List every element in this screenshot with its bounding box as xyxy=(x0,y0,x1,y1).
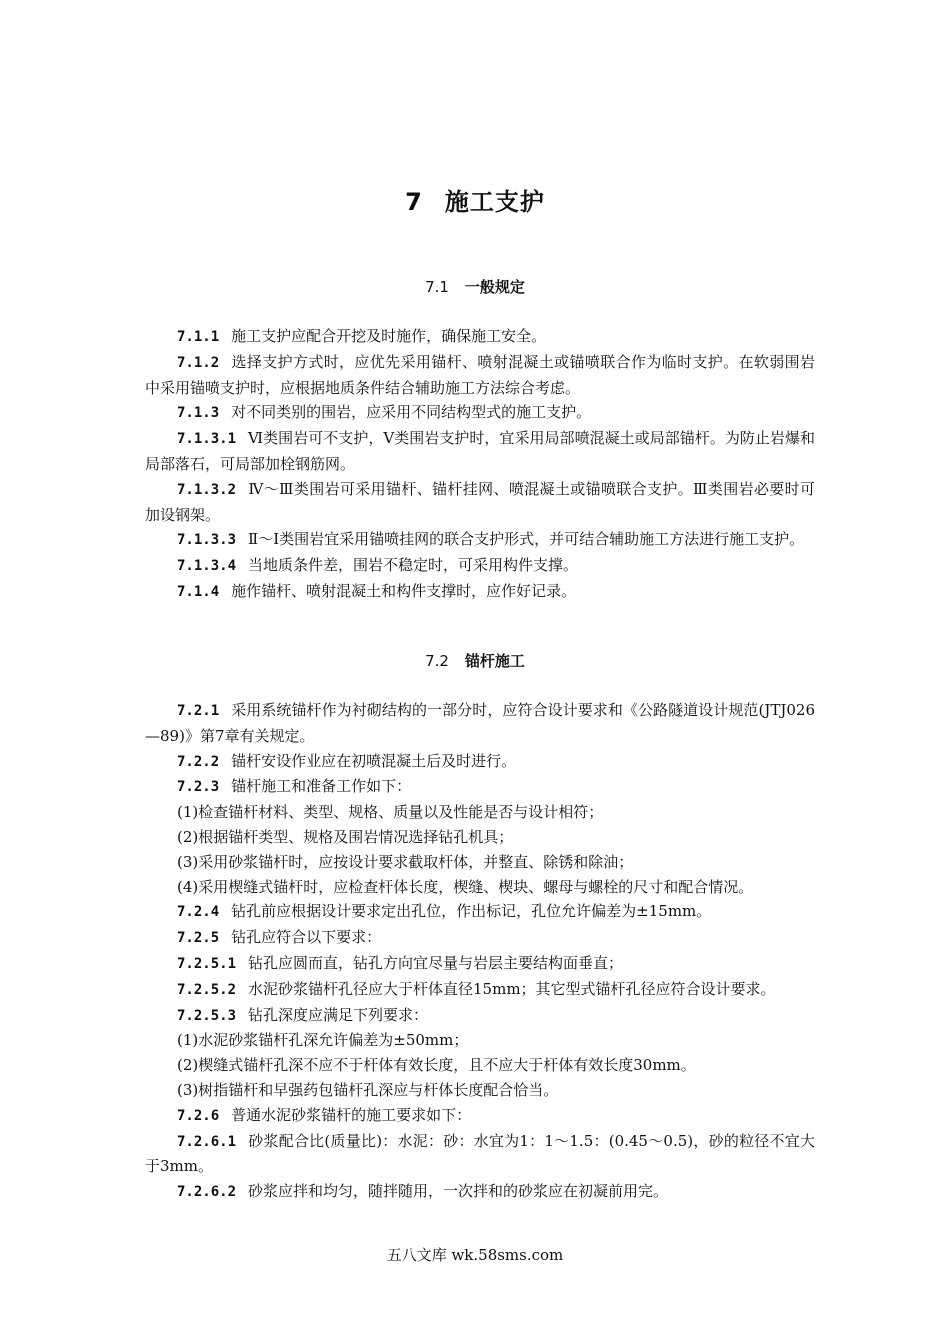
clause-paragraph xyxy=(145,951,815,977)
clause-paragraph xyxy=(145,749,815,775)
clause-paragraph xyxy=(145,977,815,1003)
section-heading-7-1 xyxy=(0,276,950,297)
clause-paragraph xyxy=(145,1129,815,1180)
list-item: (3)采用砂浆锚杆时，应按设计要求截取杆体，并整直、除锈和除油； xyxy=(177,852,634,871)
clause-text: 采用系统锚杆作为衬砌结构的一部分时，应符合设计要求和《公路隧道设计规范(JTJ026—89)》第7章有关规定。 xyxy=(145,701,815,745)
clause-text: 钻孔前应根据设计要求定出孔位，作出标记，孔位允许偏差为±15mm。 xyxy=(231,902,712,921)
clause-number: 7.2.6.1 xyxy=(177,1133,237,1150)
clause-number: 7.2.1 xyxy=(177,703,220,719)
clause-text: 钻孔应圆而直，钻孔方向宜尽量与岩层主要结构面垂直； xyxy=(248,953,624,972)
section-heading-7-2 xyxy=(0,650,950,671)
chapter-title-text: 施工支护 xyxy=(444,188,545,216)
clause-paragraph xyxy=(145,400,815,426)
clause-paragraph xyxy=(145,899,815,925)
clause-number: 7.2.5.2 xyxy=(177,981,237,998)
section-number: 7.1 xyxy=(425,278,449,296)
clause-paragraph xyxy=(145,1179,815,1205)
clause-text: 对不同类别的围岩，应采用不同结构型式的施工支护。 xyxy=(231,403,592,422)
clause-paragraph xyxy=(145,350,815,401)
clause-text: 当地质条件差，围岩不稳定时，可采用构件支撑。 xyxy=(248,556,579,575)
list-item: (2)根据锚杆类型、规格及围岩情况选择钻孔机具； xyxy=(177,827,514,846)
clause-paragraph xyxy=(145,1103,815,1129)
section-title: 锚杆施工 xyxy=(464,652,525,670)
page-footer-watermark: 五八文库 wk.58sms.com xyxy=(386,1246,564,1264)
clause-paragraph xyxy=(145,324,815,350)
list-item: (1)检查锚杆材料、类型、规格、质量以及性能是否与设计相符； xyxy=(177,803,604,822)
clause-text: 施作锚杆、喷射混凝土和构件支撑时，应作好记录。 xyxy=(231,581,577,600)
clause-number: 7.2.5.1 xyxy=(177,955,237,972)
clause-paragraph xyxy=(145,527,815,553)
chapter-number: 7 xyxy=(405,188,423,216)
clause-text: 砂浆应拌和均匀，随拌随用，一次拌和的砂浆应在初凝前用完。 xyxy=(248,1182,669,1201)
clause-text: 选择支护方式时，应优先采用锚杆、喷射混凝土或锚喷联合作为临时支护。在软弱围岩中采用锚喷支护时，应根据地质条件结合辅助施工方法综合考虑。 xyxy=(145,352,815,397)
clause-text: 普通水泥砂浆锚杆的施工要求如下： xyxy=(231,1105,472,1124)
section-7-1-body xyxy=(145,324,815,605)
clause-text: Ⅵ类围岩可不支护，Ⅴ类围岩支护时，宜采用局部喷混凝土或局部锚杆。为防止岩爆和局部落石，可局部加栓钢筋网。 xyxy=(145,429,815,473)
section-number: 7.2 xyxy=(425,652,449,670)
clause-number: 7.2.5.3 xyxy=(177,1007,237,1024)
clause-paragraph xyxy=(145,553,815,579)
clause-number: 7.1.3.2 xyxy=(177,481,237,498)
clause-number: 7.1.4 xyxy=(177,583,220,600)
clause-number: 7.2.4 xyxy=(177,904,220,921)
list-item: (1)水泥砂浆锚杆孔深允许偏差为±50mm； xyxy=(177,1031,469,1050)
clause-paragraph xyxy=(145,698,815,749)
clause-number: 7.2.6.2 xyxy=(177,1184,237,1201)
list-item: (4)采用楔缝式锚杆时，应检查杆体长度，楔缝、楔块、螺母与螺栓的尺寸和配合情况。 xyxy=(177,877,754,896)
clause-paragraph xyxy=(145,477,815,528)
clause-text: 钻孔深度应满足下列要求： xyxy=(248,1005,429,1024)
clause-number: 7.2.6 xyxy=(177,1107,220,1124)
section-7-2-body xyxy=(145,698,815,1205)
clause-paragraph xyxy=(145,774,815,800)
list-item: (2)楔缝式锚杆孔深不应不于杆体有效长度，且不应大于杆体有效长度30mm。 xyxy=(177,1056,696,1075)
clause-text: 锚杆施工和准备工作如下： xyxy=(231,777,412,796)
clause-number: 7.1.3.4 xyxy=(177,558,237,575)
clause-text: 砂浆配合比(质量比)：水泥：砂：水宜为1：1～1.5：(0.45～0.5)，砂的粒径不宜大于3mm。 xyxy=(145,1131,815,1176)
clause-number: 7.1.3.1 xyxy=(177,431,237,448)
chapter-title xyxy=(0,182,950,217)
clause-number: 7.2.3 xyxy=(177,779,220,796)
clause-number: 7.1.2 xyxy=(177,354,220,371)
clause-number: 7.1.3 xyxy=(177,405,220,422)
clause-number: 7.1.1 xyxy=(177,329,220,345)
section-title: 一般规定 xyxy=(464,278,525,296)
clause-paragraph xyxy=(145,579,815,605)
clause-text: 施工支护应配合开挖及时施作，确保施工安全。 xyxy=(231,327,547,345)
clause-paragraph xyxy=(145,426,815,477)
clause-text: 钻孔应符合以下要求： xyxy=(231,928,382,947)
clause-number: 7.2.2 xyxy=(177,753,220,770)
clause-text: Ⅱ～Ⅰ类围岩宜采用锚喷挂网的联合支护形式，并可结合辅助施工方法进行施工支护。 xyxy=(248,530,805,549)
clause-text: 锚杆安设作业应在初喷混凝土后及时进行。 xyxy=(231,751,517,770)
clause-number: 7.1.3.3 xyxy=(177,532,237,549)
clause-text: 水泥砂浆锚杆孔径应大于杆体直径15mm；其它型式锚杆孔径应符合设计要求。 xyxy=(248,979,776,998)
clause-number: 7.2.5 xyxy=(177,930,220,947)
clause-text: Ⅳ～Ⅲ类围岩可采用锚杆、锚杆挂网、喷混凝土或锚喷联合支护。Ⅲ类围岩必要时可加设钢架。 xyxy=(145,479,815,524)
clause-paragraph xyxy=(145,925,815,951)
clause-paragraph xyxy=(145,1003,815,1029)
list-item: (3)树指锚杆和早强药包锚杆孔深应与杆体长度配合恰当。 xyxy=(177,1080,559,1099)
